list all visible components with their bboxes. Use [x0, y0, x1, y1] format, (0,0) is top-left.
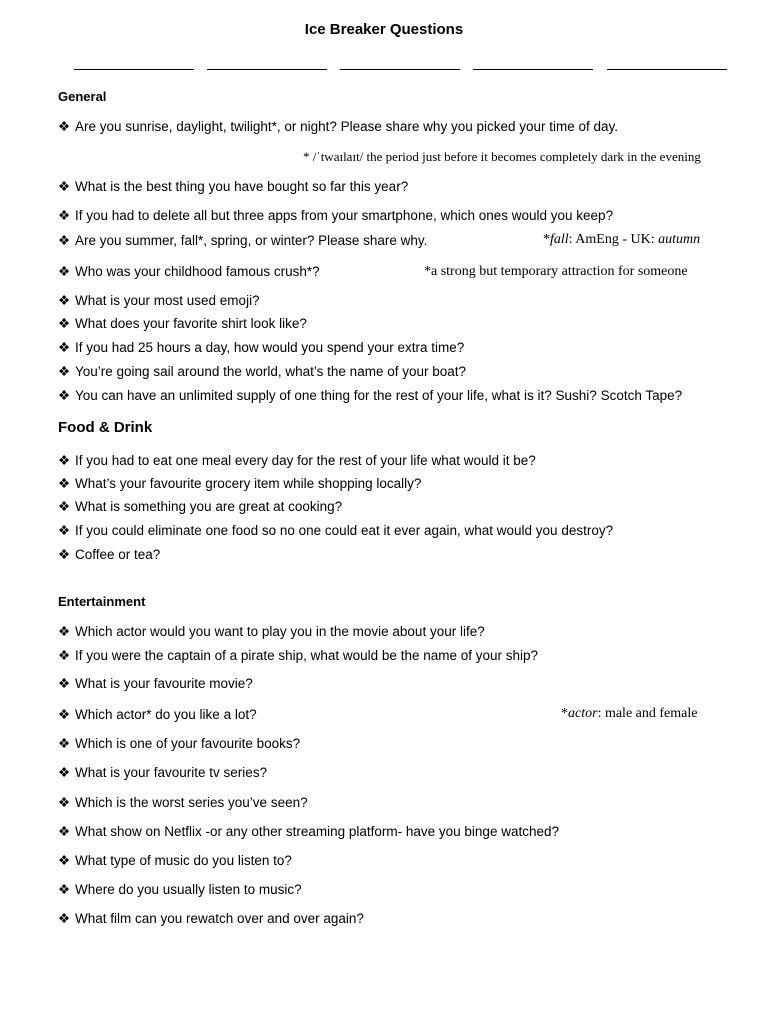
- question-item: ❖ Coffee or tea?: [58, 547, 161, 562]
- question-item: ❖ Which actor would you want to play you in the movie about your life?: [58, 624, 485, 639]
- bullet-icon: ❖: [58, 316, 71, 331]
- question-item: ❖ What is something you are great at cooking?: [58, 499, 343, 514]
- bullet-icon: ❖: [58, 624, 71, 639]
- question-item: ❖ Which is the worst series you’ve seen?: [58, 795, 308, 810]
- bullet-icon: ❖: [58, 824, 71, 839]
- question-item: ❖ You’re going sail around the world, what’s the name of your boat?: [58, 364, 467, 379]
- question-item: ❖ If you had to eat one meal every day for the rest of your life what would it be?: [58, 453, 536, 468]
- question-item: ❖ What’s your favourite grocery item while shopping locally?: [58, 476, 422, 491]
- bullet-icon: ❖: [58, 233, 71, 248]
- bullet-icon: ❖: [58, 388, 71, 403]
- name-blank-line: [607, 69, 727, 70]
- question-item: ❖ What is your most used emoji?: [58, 293, 260, 308]
- name-blank-line: [207, 69, 327, 70]
- footnote-crush: *a strong but temporary attraction for someone: [424, 264, 688, 279]
- bullet-icon: ❖: [58, 119, 71, 134]
- footnote-actor: *actor: male and female: [561, 706, 698, 721]
- bullet-icon: ❖: [58, 293, 71, 308]
- bullet-icon: ❖: [58, 523, 71, 538]
- question-item: ❖ Are you sunrise, daylight, twilight*, or night? Please share why you picked your time of day.: [58, 119, 619, 134]
- section-heading-entertainment: Entertainment: [58, 594, 146, 609]
- bullet-icon: ❖: [58, 453, 71, 468]
- question-item: ❖ If you could eliminate one food so no one could eat it ever again, what would you destroy?: [58, 523, 614, 538]
- name-blank-line: [340, 69, 460, 70]
- question-item: ❖ Which is one of your favourite books?: [58, 736, 301, 751]
- bullet-icon: ❖: [58, 676, 71, 691]
- page-title: Ice Breaker Questions: [304, 21, 464, 38]
- bullet-icon: ❖: [58, 707, 71, 722]
- footnote-fall: *fall: AmEng - UK: autumn: [543, 232, 701, 247]
- question-item: ❖ What is your favourite movie?: [58, 676, 253, 691]
- question-item: ❖ What film can you rewatch over and over again?: [58, 911, 364, 926]
- section-heading-general: General: [58, 89, 107, 104]
- bullet-icon: ❖: [58, 547, 71, 562]
- bullet-icon: ❖: [58, 795, 71, 810]
- question-item: ❖ What show on Netflix -or any other streaming platform- have you binge watched?: [58, 824, 559, 839]
- question-item: ❖ If you had 25 hours a day, how would you spend your extra time?: [58, 340, 465, 355]
- bullet-icon: ❖: [58, 476, 71, 491]
- bullet-icon: ❖: [58, 911, 71, 926]
- question-item: ❖ Which actor* do you like a lot?: [58, 707, 257, 722]
- bullet-icon: ❖: [58, 882, 71, 897]
- question-item: ❖ What type of music do you listen to?: [58, 853, 292, 868]
- section-heading-food-drink: Food & Drink: [58, 419, 153, 436]
- question-item: ❖ What is the best thing you have bought so far this year?: [58, 179, 409, 194]
- bullet-icon: ❖: [58, 264, 71, 279]
- question-item: ❖ Where do you usually listen to music?: [58, 882, 302, 897]
- bullet-icon: ❖: [58, 208, 71, 223]
- name-blank-line: [473, 69, 593, 70]
- question-item: ❖ If you were the captain of a pirate ship, what would be the name of your ship?: [58, 648, 539, 663]
- bullet-icon: ❖: [58, 736, 71, 751]
- name-blank-line: [74, 69, 194, 70]
- question-item: ❖ If you had to delete all but three apps from your smartphone, which ones would you keep?: [58, 208, 614, 223]
- bullet-icon: ❖: [58, 364, 71, 379]
- question-item: ❖ You can have an unlimited supply of one thing for the rest of your life, what is it? Sushi? Scotch Tape?: [58, 388, 683, 403]
- footnote-twilight: * /ˈtwaɪlaɪt/ the period just before it becomes completely dark in the evening: [303, 149, 701, 164]
- bullet-icon: ❖: [58, 179, 71, 194]
- bullet-icon: ❖: [58, 648, 71, 663]
- question-item: ❖ Are you summer, fall*, spring, or winter? Please share why.: [58, 233, 428, 248]
- question-item: ❖ Who was your childhood famous crush*?: [58, 264, 320, 279]
- bullet-icon: ❖: [58, 340, 71, 355]
- question-item: ❖ What is your favourite tv series?: [58, 765, 268, 780]
- bullet-icon: ❖: [58, 765, 71, 780]
- bullet-icon: ❖: [58, 853, 71, 868]
- bullet-icon: ❖: [58, 499, 71, 514]
- question-item: ❖ What does your favorite shirt look like?: [58, 316, 307, 331]
